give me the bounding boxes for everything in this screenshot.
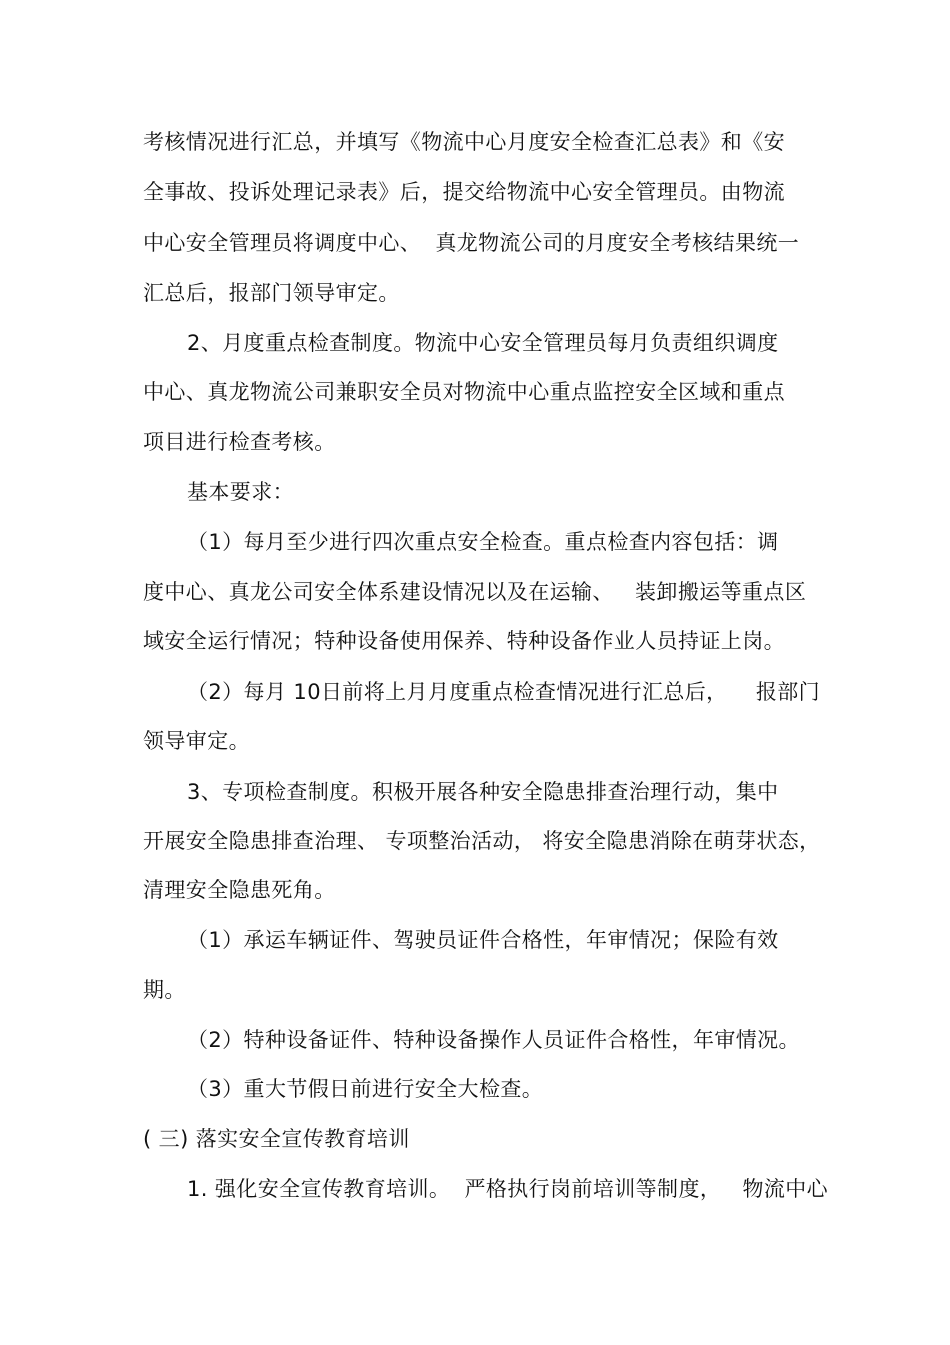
text-line: 基本要求： — [187, 480, 294, 504]
text-line: 考核情况进行汇总，并填写《物流中心月度安全检查汇总表》和《安 — [143, 130, 785, 154]
text-line: 全事故、投诉处理记录表》后，提交给物流中心安全管理员。由物流 — [143, 180, 785, 204]
text-line: 中心、真龙物流公司兼职安全员对物流中心重点监控安全区域和重点 — [143, 380, 785, 404]
text-line: 3、专项检查制度。积极开展各种安全隐患排查治理行动，集中 — [187, 780, 779, 804]
text-line: 1. 强化安全宣传教育培训。 严格执行岗前培训等制度， 物流中心 — [187, 1177, 829, 1201]
text-line: （3）重大节假日前进行安全大检查。 — [187, 1077, 544, 1101]
text-line: 汇总后，报部门领导审定。 — [143, 281, 400, 305]
text-line: 项目进行检查考核。 — [143, 430, 336, 454]
text-line: （2）特种设备证件、特种设备操作人员证件合格性，年审情况。 — [187, 1028, 800, 1052]
text-line: 域安全运行情况；特种设备使用保养、特种设备作业人员持证上岗。 — [143, 629, 785, 653]
text-line: （1）每月至少进行四次重点安全检查。重点检查内容包括：调 — [187, 530, 779, 554]
text-line: （2）每月 10日前将上月月度重点检查情况进行汇总后， 报部门 — [187, 680, 821, 704]
text-line: 度中心、真龙公司安全体系建设情况以及在运输、 装卸搬运等重点区 — [143, 580, 807, 604]
text-line: 期。 — [143, 978, 186, 1002]
text-line: 中心安全管理员将调度中心、 真龙物流公司的月度安全考核结果统一 — [143, 231, 800, 255]
section-heading: ( 三) 落实安全宣传教育培训 — [143, 1127, 410, 1151]
text-line: 2、月度重点检查制度。物流中心安全管理员每月负责组织调度 — [187, 331, 779, 355]
text-line: 领导审定。 — [143, 729, 250, 753]
text-line: 清理安全隐患死角。 — [143, 878, 336, 902]
text-line: 开展安全隐患排查治理、 专项整治活动， 将安全隐患消除在萌芽状态， — [143, 829, 821, 853]
text-line: （1）承运车辆证件、驾驶员证件合格性，年审情况；保险有效 — [187, 928, 779, 952]
